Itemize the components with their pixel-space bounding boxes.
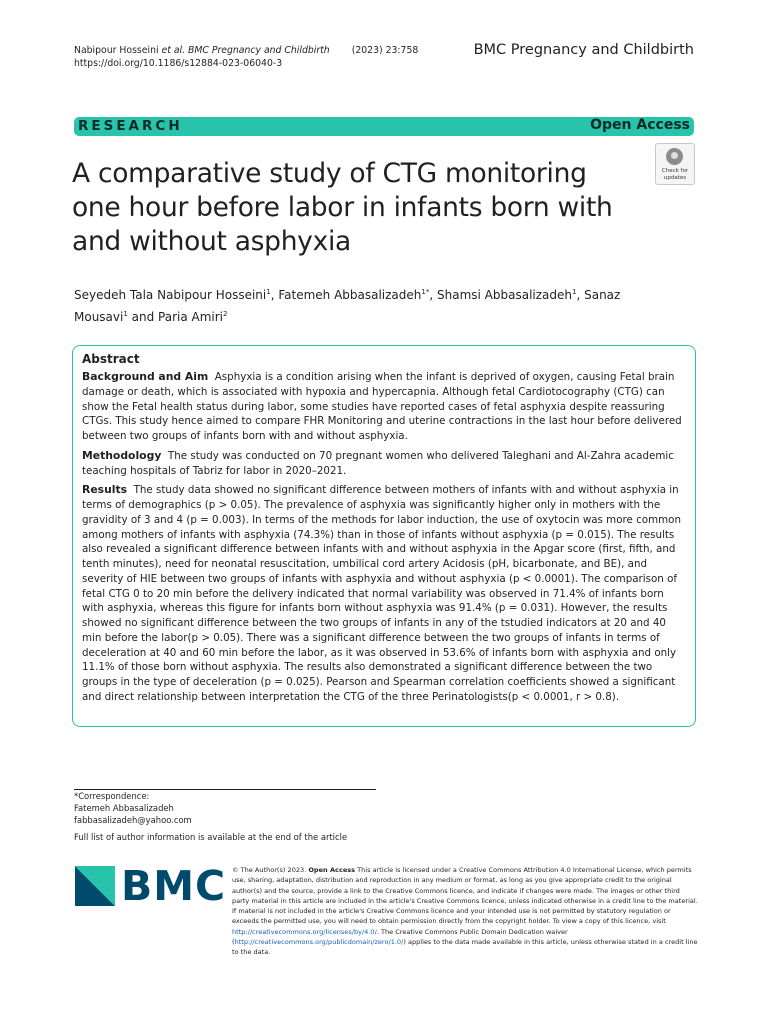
affiliation-marker: 1 [123, 310, 128, 318]
abstract-box [72, 345, 696, 727]
waiver-link[interactable]: http://creativecommons.org/publicdomain/zero/1.0/ [234, 938, 404, 947]
affiliation-marker: 1* [421, 288, 430, 296]
bmc-logo-icon [75, 866, 115, 906]
header-volume: (2023) 23:758 [351, 45, 419, 56]
header-doi[interactable]: https://doi.org/10.1186/s12884-023-06040-3 [74, 58, 283, 69]
author-name: and Paria Amiri [127, 310, 224, 324]
abstract-background [82, 370, 686, 444]
author-info-note: Full list of author information is available at the end of the article [74, 832, 348, 842]
license-body: ) applies to the data made available in this article, unless otherwise stated in a credit line to the data. [232, 938, 698, 957]
license-open-access: Open Access [308, 866, 356, 874]
open-access-label: Open Access [590, 117, 690, 133]
author-name: , Sanaz Mousavi [74, 288, 621, 324]
affiliation-marker: 1 [266, 288, 271, 296]
section-text: The study data showed no significant difference between mothers of infants with and without asphyxia in terms of demographics (p > 0.05). The prevalence of asphyxia was significantly higher only in mothers with the gravidity of 3 and 4 (p = 0.003). In terms of the methods for labor induction, the use of oxytocin was more common among mothers of infants with asphyxia (74.3%) than in those of infants without asphyxia (p = 0.015). The results also revealed a significant difference between infants with and without asphyxia in the Apgar score (first, fifth, and tenth minutes), need for neonatal resuscitation, umbilical cord artery Acidosis (pH, bicarbonate, and BE), and severity of HIE between two groups of infants with asphyxia and without asphyxia (p < 0.0001). The comparison of fetal CTG 0 to 20 min before the delivery indicated that normal variability was observed in 71.4% of infants born with asphyxia, whereas this figure for infants born without asphyxia was 91.4% (p = 0.031). However, the results showed no significant difference between the two groups of infants in any of the tstudied indicators at 20 and 40 min before the labor(p > 0.05). There was a significant difference between the two groups of infants in terms of deceleration at 40 and 60 min before the labor, as it was observed in 53.6% of infants born with asphyxia and only 11.1% of those born without asphyxia. The results also demonstrated a significant difference between the two groups in the type of deceleration (p = 0.025). Pearson and Spearman correlation coefficients showed a significant and direct relationship between interpretation the CTG of the three Perinatologists(p < 0.0001, r > 0.8). [82, 484, 681, 703]
license-body: This article is licensed under a Creative Commons Attribution 4.0 International License, which permits use, sharing, adaptation, distribution and reproduction in any medium or format, as long as you give appropriate credit to the original author(s) and the source, provide a link to the Creative Commons licence, and indicate if changes were made. The images or other third party material in this article are included in the article's Creative Commons licence, unless indicated otherwise in a credit line to the material. If material is not included in the article's Creative Commons licence and your intended use is not permitted by statutory regulation or exceeds the permitted use, you will need to obtain permission directly from the copyright holder. To view a copy of this licence, visit [232, 866, 698, 926]
article-title: A comparative study of CTG monitoring one hour before labor in infants born with and without asphyxia [72, 158, 613, 257]
header-authors: Nabipour Hosseini [74, 45, 162, 56]
correspondence-email[interactable]: fabbasalizadeh@yahoo.com [74, 815, 192, 825]
license-link[interactable]: http://creativecommons.org/licenses/by/4.0/ [232, 927, 377, 936]
abstract-results [82, 483, 686, 704]
correspondence [74, 790, 192, 826]
header-journal-citation: et al. BMC Pregnancy and Childbirth [161, 45, 330, 56]
license-text [232, 865, 698, 958]
author-list [74, 283, 674, 327]
section-text: The study was conducted on 70 pregnant women who delivered Taleghani and Al-Zahra academic teaching hospitals of Tabriz for labor in 2020–2021. [82, 449, 674, 477]
article-type: RESEARCH [78, 118, 183, 134]
section-label: Methodology [82, 448, 162, 462]
check-updates-icon [666, 148, 683, 165]
author-name: , Fatemeh Abbasalizadeh [270, 288, 422, 302]
license-copyright: © The Author(s) 2023. [232, 866, 309, 874]
section-label: Background and Aim [82, 370, 209, 383]
author-name: , Shamsi Abbasalizadeh [429, 288, 572, 302]
check-updates-text: Check for updates [661, 168, 689, 181]
research-bar [74, 117, 694, 136]
affiliation-marker: 2 [223, 310, 228, 318]
author-name: Seyedeh Tala Nabipour Hosseini [74, 288, 267, 302]
running-header [74, 44, 418, 70]
license-body: . The Creative Commons Public Domain Dedication waiver ( [232, 927, 568, 947]
abstract-methodology [82, 449, 686, 479]
section-label: Results [82, 483, 128, 497]
journal-name: BMC Pregnancy and Childbirth [473, 42, 694, 58]
bmc-logo-word: BMC [121, 862, 227, 910]
abstract-heading: Abstract [82, 352, 140, 366]
section-text: Asphyxia is a condition arising when the infant is deprived of oxygen, causing Fetal brain damage or death, which is associated with hypoxia and hypercapnia. Although fetal Cardiotocography (CTG) can show the Fetal health status during labor, some studies have reported cases of fetal asphyxia despite reassuring CTGs. This study hence aimed to compare FHR Monitoring and uterine contractions in the last hour before delivered between two groups of infants born with and without asphyxia. [82, 371, 682, 442]
bmc-logo [75, 862, 227, 910]
check-for-updates-badge[interactable] [655, 143, 695, 185]
affiliation-marker: 1 [572, 288, 577, 296]
correspondence-name: Fatemeh Abbasalizadeh [74, 803, 174, 813]
correspondence-label: *Correspondence: [74, 791, 150, 801]
